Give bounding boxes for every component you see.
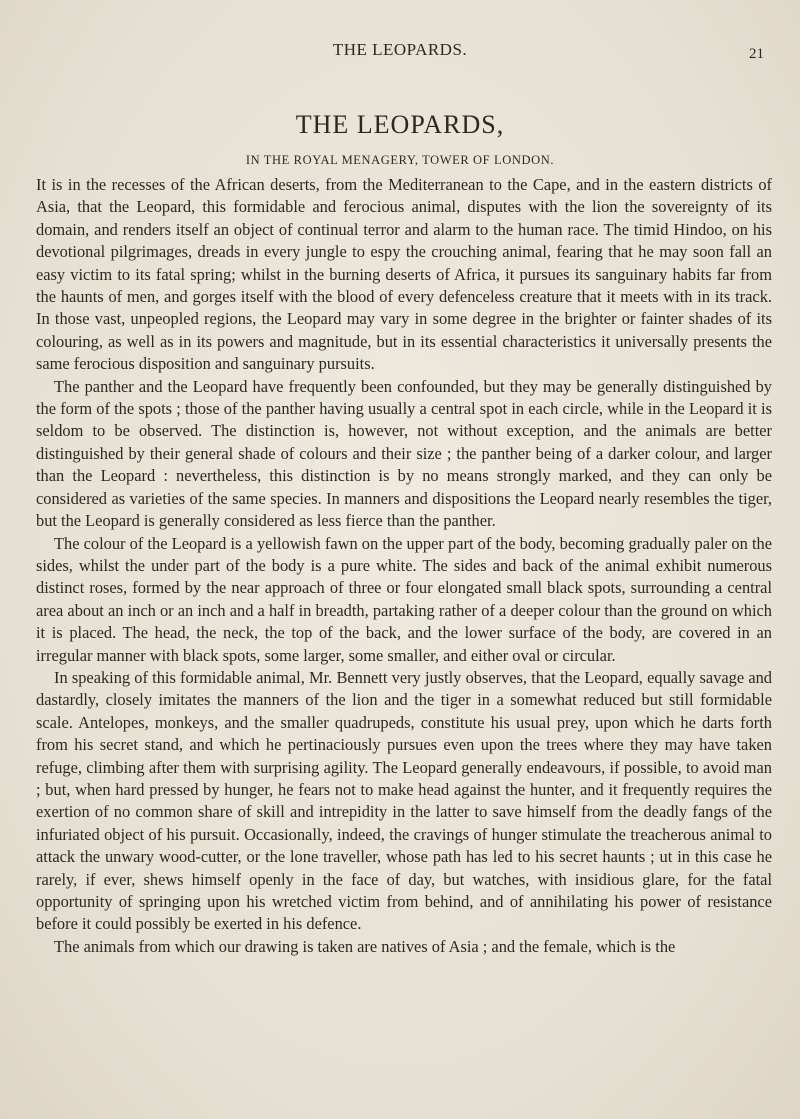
- paragraph-4: In speaking of this formidable animal, Mr. Bennett very justly observes, that the Leopard, equally savage and dastardly, closely imitates the manners of the lion and the tiger in a somewhat reduced but still formidable scale. Antelopes, monkeys, and the smaller quadrupeds, constitute his usual prey, upon which he darts forth from his secret stand, and which he pertinaciously pursues even upon the trees where they may have taken refuge, climbing after them with surprising agility. The Leopard generally endeavours, if possible, to avoid man ; but, when hard pressed by hunger, he fears not to make head against the hunter, and it frequently requires the exertion of no common share of skill and intrepidity in the latter to save himself from the deadly fangs of the infuriated object of his pursuit. Occasionally, indeed, the cravings of hunger stimulate the treacherous animal to attack the unwary wood-cutter, or the lone traveller, whose path has led to his secret haunts ; ut in this case he rarely, if ever, shews himself openly in the face of day, but watches, with insidious glare, for the fatal opportunity of springing upon his wretched victim from behind, and of annihilating his power of resistance before it could possibly be exerted in his defence.: [36, 667, 772, 934]
- paragraph-3: The colour of the Leopard is a yellowish fawn on the upper part of the body, becoming gradually paler on the sides, whilst the under part of the body is a pure white. The sides and back of the animal exhibit numerous distinct roses, formed by the near approach of three or four elongated small black spots, surrounding a central area about an inch or an inch and a half in breadth, partaking rather of a deeper colour than the ground on which it is placed. The head, the neck, the top of the back, and the lower surface of the body, are covered in an irregular manner with black spots, some larger, some smaller, and either oval or circular.: [36, 533, 772, 665]
- article-subtitle: IN THE ROYAL MENAGERY, TOWER OF LONDON.: [245, 153, 555, 167]
- paragraph-1: It is in the recesses of the African deserts, from the Mediterranean to the Cape, and in the eastern districts of Asia, that the Leopard, this formidable and ferocious animal, disputes with the lion the sovereignty of its domain, and renders itself an object of continual terror and alarm to the human race. The timid Hindoo, on his devotional pilgrimages, dreads in every jungle to espy the crouching animal, fearing that he may soon fall an easy victim to its fatal spring; whilst in the burning deserts of Africa, it pursues its sanguinary habits far from the haunts of men, and gorges itself with the blood of every defenceless creature that it meets with in its track. In those vast, unpeopled regions, the Leopard may vary in some degree in the brighter or fainter shades of its colouring, as well as in its powers and magnitude, but in its essential characteristics it universally presents the same ferocious disposition and sanguinary pursuits.: [36, 175, 772, 374]
- running-head: THE LEOPARDS.: [332, 40, 468, 59]
- paragraph-5: The animals from which our drawing is taken are natives of Asia ; and the female, which is the: [54, 936, 676, 956]
- paragraph-2: The panther and the Leopard have frequently been confounded, but they may be generally distinguished by the form of the spots ; those of the panther having usually a central spot in each circle, while in the Leopard it is seldom to be observed. The distinction is, however, not without exception, and the animals are better distinguished by their general shade of colours and their size ; the panther being of a darker colour, and larger than the Leopard : nevertheless, this distinction is by no means strongly marked, and they can only be considered as varieties of the same species. In manners and dispositions the Leopard nearly resembles the tiger, but the Leopard is generally considered as less fierce than the panther.: [36, 376, 772, 531]
- article-body: [36, 174, 772, 958]
- page-number: 21: [749, 46, 764, 62]
- article-title: THE LEOPARDS,: [295, 110, 505, 139]
